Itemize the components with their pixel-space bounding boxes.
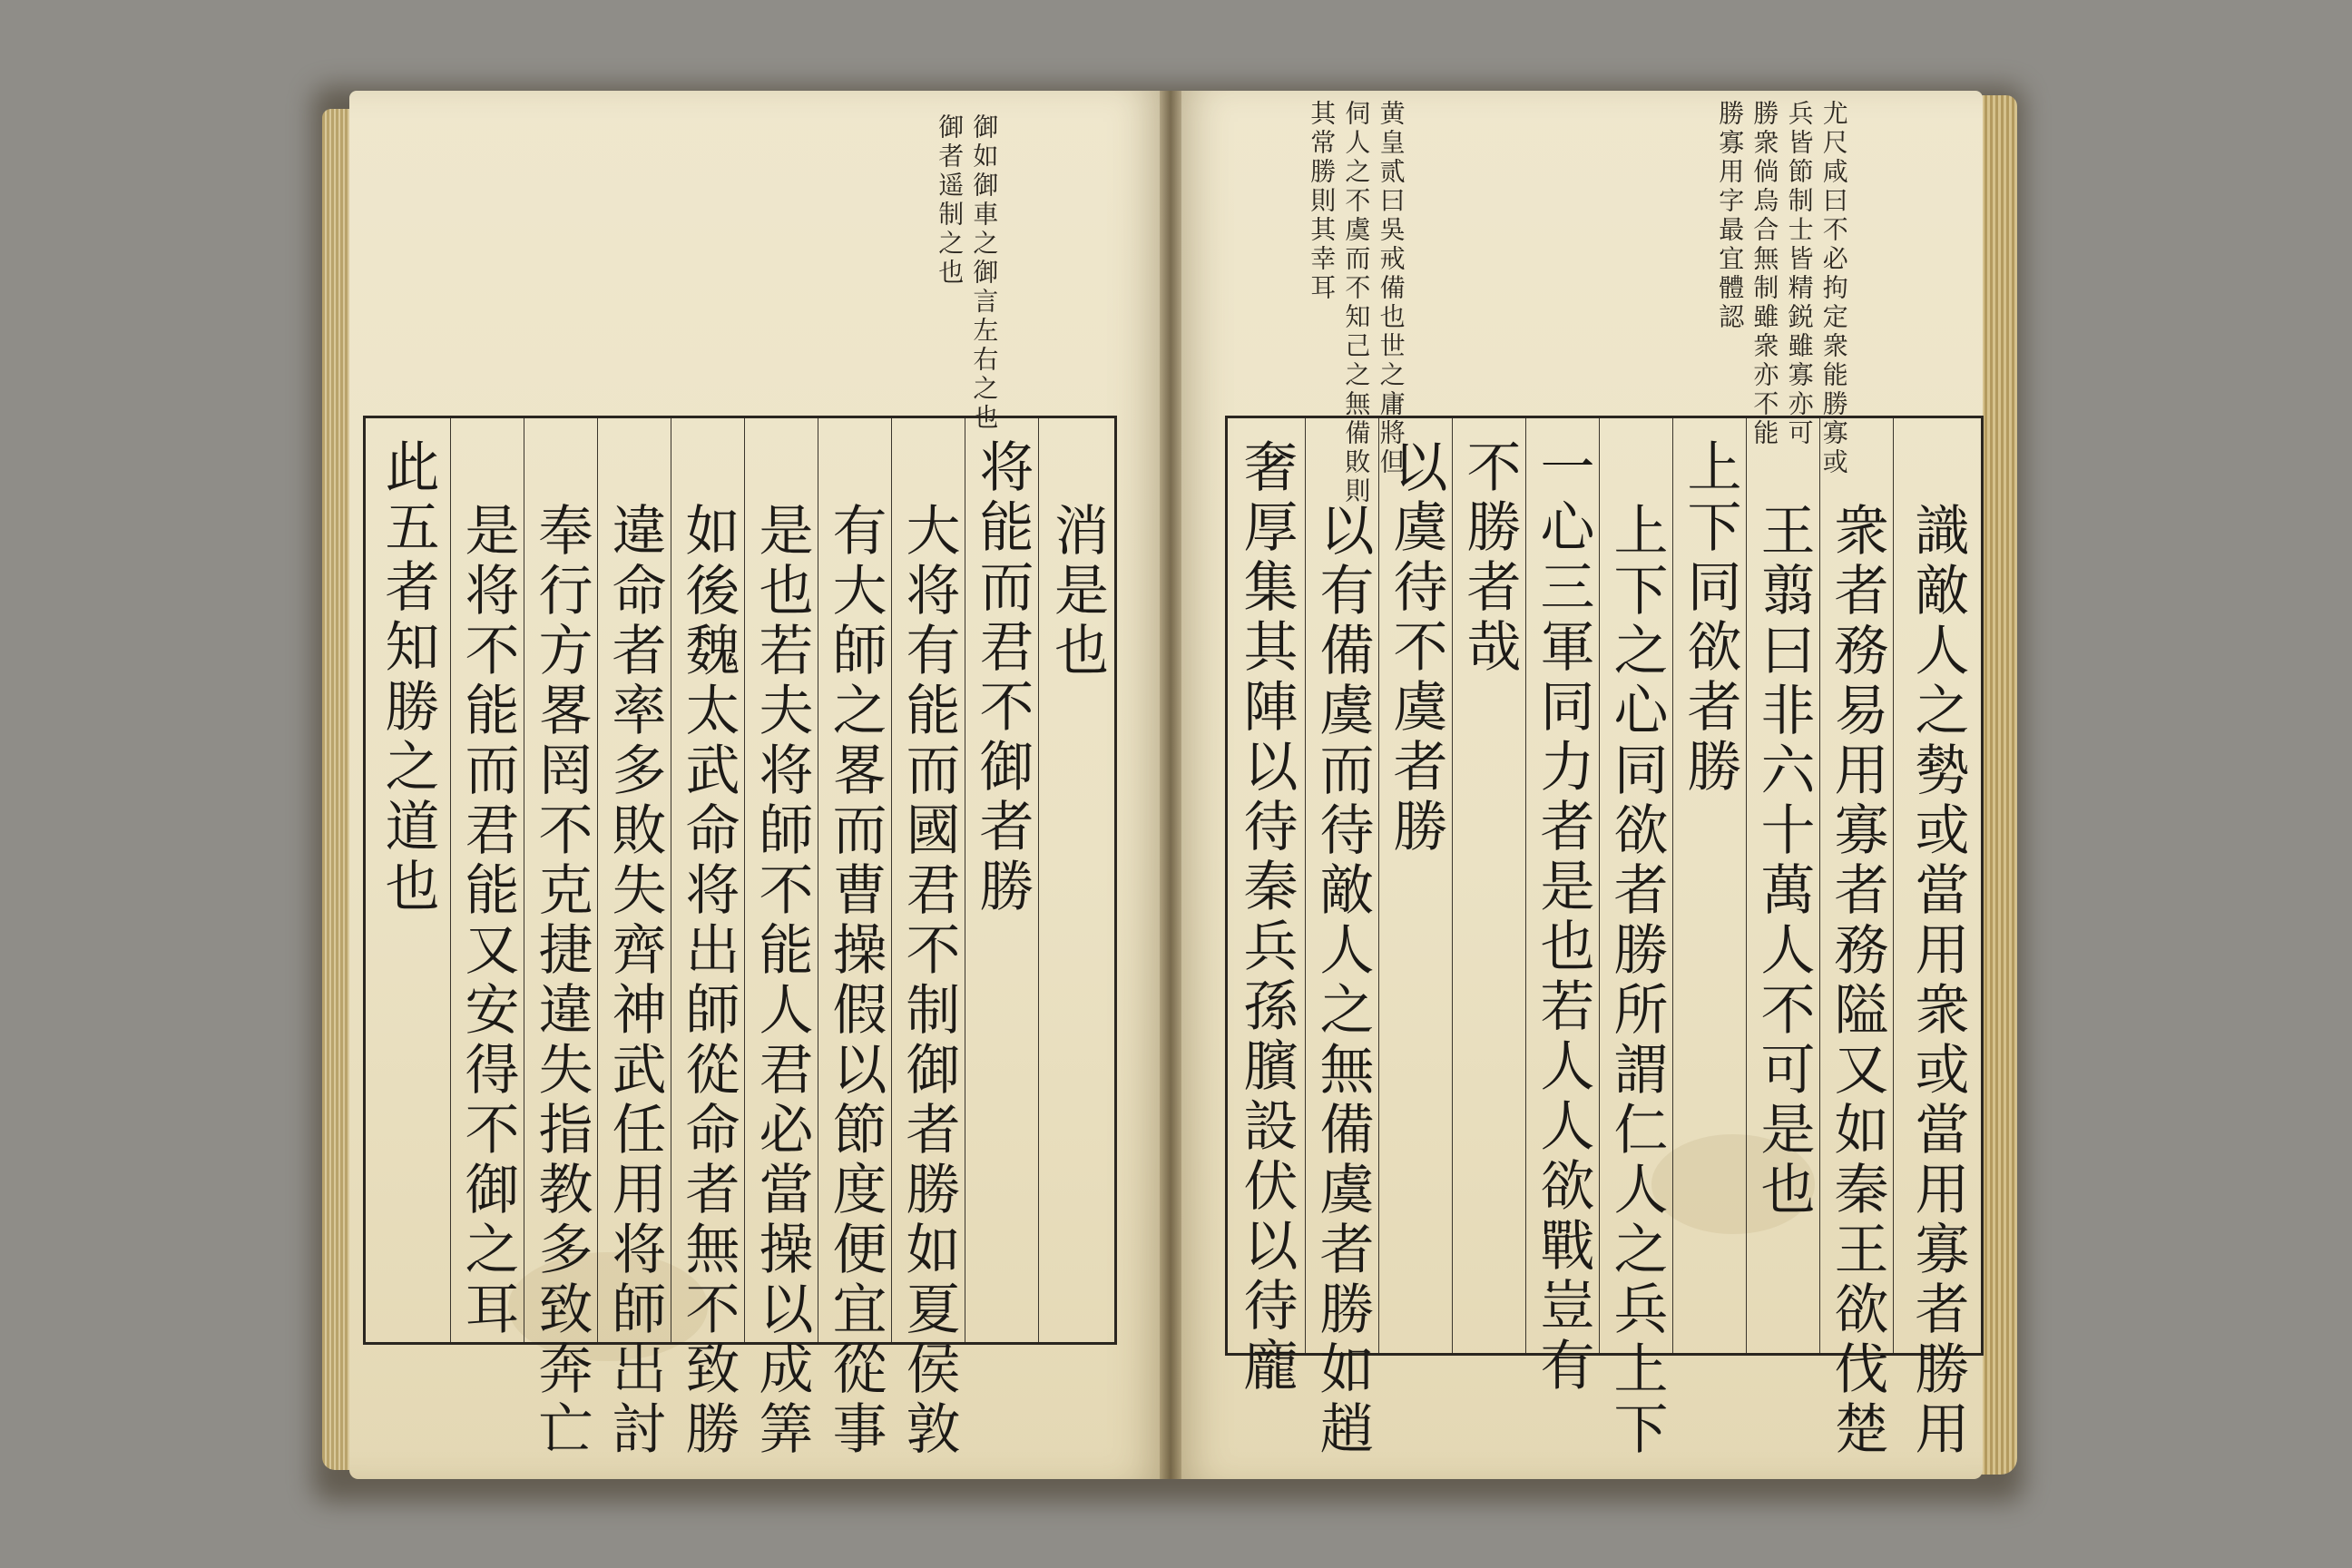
marginal-note: 御者遥制之也 <box>935 113 965 288</box>
marginal-note: 御如御車之御言左右之也 <box>969 113 1000 433</box>
text-column: 上下同欲者勝 <box>1672 418 1747 1353</box>
marginal-note: 黄皇贰曰吳戒備也世之庸將但 <box>1376 100 1406 477</box>
text-column: 以有備虞而待敵人之無備虞者勝如趙 <box>1305 418 1379 1353</box>
marginal-note: 勝寡用字最宜體認 <box>1715 100 1746 332</box>
text-column: 以虞待不虞者勝 <box>1378 418 1453 1353</box>
text-column: 将能而君不御者勝 <box>965 418 1039 1342</box>
text-column: 識敵人之勢或當用衆或當用寡者勝用 <box>1893 418 1982 1353</box>
text-column: 有大師之畧而曹操假以節度便宜從事 <box>818 418 892 1342</box>
text-column: 王翦曰非六十萬人不可是也 <box>1746 418 1820 1353</box>
text-column: 此五者知勝之道也 <box>376 438 440 917</box>
text-column: 大将有能而國君不制御者勝如夏侯敦 <box>891 418 965 1342</box>
right-text-frame <box>1225 416 1984 1460</box>
text-column: 奢厚集其陣以待秦兵孫臏設伏以待龐 <box>1234 438 1298 1396</box>
text-column: 一心三軍同力者是也若人人欲戰豈有 <box>1525 418 1600 1353</box>
marginal-note: 兵皆節制士皆精鋭雖寡亦可 <box>1784 100 1815 448</box>
text-column: 消是也 <box>1038 418 1115 1342</box>
left-marginal-notes <box>935 113 998 433</box>
left-text-frame <box>363 416 1117 1460</box>
marginal-note: 勝衆倘烏合無制雖衆亦不能 <box>1749 100 1780 448</box>
text-column: 不勝者哉 <box>1452 418 1526 1353</box>
text-column: 上下之心同欲者勝所謂仁人之兵上下 <box>1599 418 1673 1353</box>
text-column: 是也若夫将師不能人君必當操以成筭 <box>744 418 818 1342</box>
book-gutter <box>1160 91 1181 1479</box>
text-column: 奉行方畧罔不克捷違失指教多致奔亡 <box>524 418 598 1342</box>
text-column: 是将不能而君能又安得不御之耳 <box>450 418 524 1342</box>
text-column: 如後魏太武命将出師從命者無不致勝 <box>671 418 745 1342</box>
marginal-note: 尤尺咸曰不必拘定衆能勝寡或 <box>1818 100 1849 477</box>
text-column: 衆者務易用寡者務隘又如秦王欲伐楚 <box>1819 418 1894 1353</box>
marginal-note: 伺人之不虞而不知己之無備敗則 <box>1341 100 1372 506</box>
text-column: 違命者率多敗失齊神武任用将師出討 <box>597 418 671 1342</box>
marginal-note: 其常勝則其幸耳 <box>1307 100 1338 303</box>
